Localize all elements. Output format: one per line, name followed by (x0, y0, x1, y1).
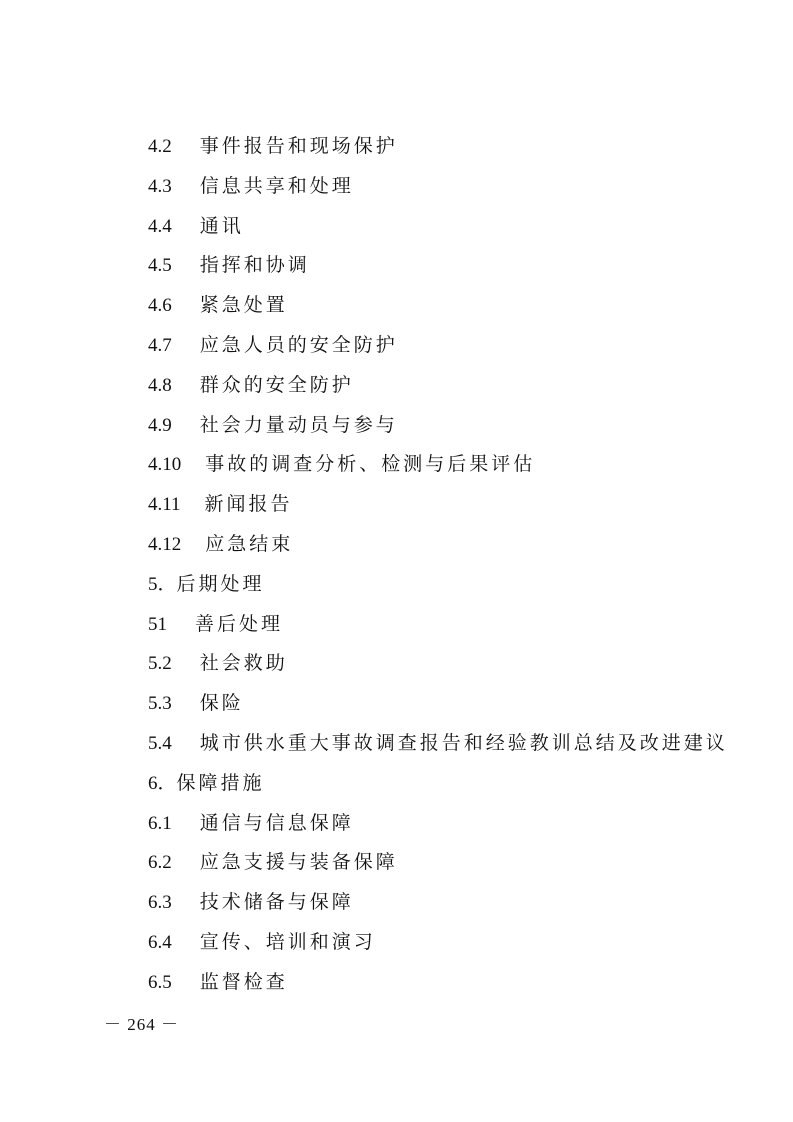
toc-entry-title: 通讯 (199, 214, 244, 237)
toc-entry-title: 紧急处置 (199, 294, 288, 317)
toc-entry-number: 6.5 (148, 971, 172, 993)
toc-entry-title: 群众的安全防护 (199, 373, 354, 396)
toc-entry (148, 843, 748, 883)
toc-entry (148, 366, 748, 406)
toc-entry (148, 644, 748, 684)
toc-entry (148, 923, 748, 963)
toc-entry-number: 5.3 (148, 693, 172, 715)
toc-entry-title: 事故的调查分析、检测与后果评估 (205, 453, 536, 476)
toc-entry (148, 167, 748, 207)
toc-entry-number: 5.4 (148, 732, 172, 754)
toc-entry-title: 后期处理 (176, 572, 265, 595)
toc-entry (148, 246, 748, 286)
toc-entry-title: 新闻报告 (204, 493, 293, 516)
toc-entry-number: 4.6 (148, 295, 172, 317)
toc-entry (148, 684, 748, 724)
toc-entry (148, 485, 748, 525)
table-of-contents (148, 127, 748, 1003)
toc-entry-number: 4.9 (148, 414, 172, 436)
toc-entry (148, 326, 748, 366)
toc-entry-number: 4.11 (148, 494, 181, 516)
toc-entry-number: 51 (148, 613, 167, 635)
toc-entry-title: 监督检查 (199, 970, 288, 993)
toc-entry-number: 4.7 (148, 334, 172, 356)
toc-entry-title: 事件报告和现场保护 (199, 135, 398, 157)
toc-entry-number: 6.2 (148, 852, 172, 874)
toc-entry-number: 6.4 (148, 931, 172, 953)
toc-entry-number: 4.10 (148, 454, 182, 476)
toc-entry-title: 宣传、培训和演习 (199, 930, 376, 953)
toc-entry-number: 6.3 (148, 892, 172, 914)
toc-entry-number: 4.12 (148, 533, 182, 555)
toc-entry-title: 通信与信息保障 (199, 811, 354, 834)
toc-entry (148, 883, 748, 923)
toc-entry-number: 6． (148, 772, 177, 794)
toc-entry (148, 565, 748, 605)
toc-entry-number: 4.2 (148, 136, 172, 157)
toc-entry (148, 764, 748, 804)
toc-entry-number: 4.3 (148, 175, 172, 197)
toc-entry-title: 善后处理 (195, 612, 284, 635)
toc-entry-number: 4.4 (148, 215, 172, 237)
toc-entry (148, 724, 748, 764)
toc-entry-number: 5.2 (148, 653, 172, 675)
toc-entry-number: 4.5 (148, 255, 172, 277)
toc-entry (148, 525, 748, 565)
toc-entry-title: 应急支援与装备保障 (199, 851, 398, 874)
page-number: － 264 － (104, 1015, 179, 1034)
toc-entry-title: 指挥和协调 (199, 254, 310, 277)
toc-entry (148, 445, 748, 485)
toc-entry (148, 207, 748, 247)
toc-entry (148, 605, 748, 645)
toc-entry-title: 应急人员的安全防护 (199, 333, 398, 356)
toc-entry-title: 技术储备与保障 (199, 891, 354, 914)
toc-entry (148, 963, 748, 1003)
toc-entry-number: 6.1 (148, 812, 172, 834)
toc-entry (148, 286, 748, 326)
toc-entry-number: 4.8 (148, 374, 172, 396)
toc-entry-title: 城市供水重大事故调查报告和经验教训总结及改进建议 (199, 731, 728, 754)
toc-entry-title: 社会救助 (199, 652, 288, 675)
toc-entry-title: 社会力量动员与参与 (199, 413, 398, 436)
toc-entry-title: 保险 (199, 692, 244, 715)
toc-entry-number: 5． (148, 573, 177, 595)
toc-entry-title: 应急结束 (205, 532, 294, 555)
toc-entry-title: 信息共享和处理 (199, 174, 354, 197)
toc-entry (148, 406, 748, 446)
toc-entry-title: 保障措施 (176, 771, 265, 794)
toc-entry (148, 804, 748, 844)
toc-entry (148, 127, 748, 167)
